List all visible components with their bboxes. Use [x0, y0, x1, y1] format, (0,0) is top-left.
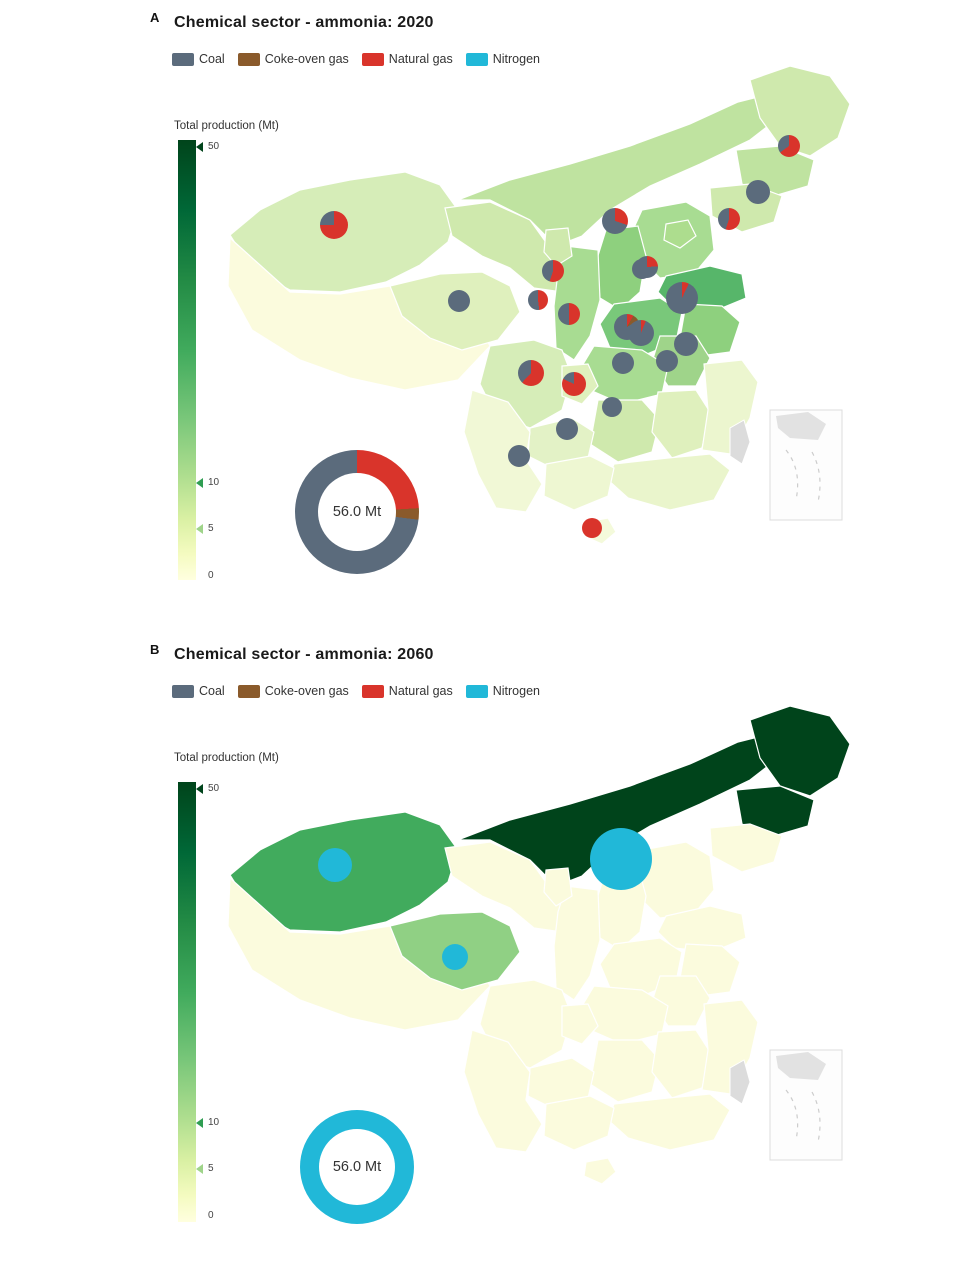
province-guangxi[interactable]: [544, 456, 614, 510]
panel-letter-b: B: [150, 642, 160, 657]
legend-swatch-natural-gas-icon-b: [362, 685, 384, 698]
pie-marker-hunan[interactable]: [602, 397, 622, 417]
province-guangxi-2060[interactable]: [544, 1096, 614, 1150]
pie-marker-xinjiang-2060[interactable]: [318, 848, 352, 882]
donut-hole-2020: [318, 473, 396, 551]
pie-marker-chongqing[interactable]: [562, 372, 586, 396]
legend-label-coke-oven-gas: Coke-oven gas: [264, 52, 349, 66]
panel-ammonia-2020: [0, 0, 962, 625]
panel-title-a: Chemical sector - ammonia: 2020: [174, 14, 434, 31]
legend-label-natural-gas: Natural gas: [388, 52, 453, 66]
pie-marker-anhui[interactable]: [656, 350, 678, 372]
pie-marker-shaanxi[interactable]: [558, 303, 580, 325]
province-jiangxi[interactable]: [652, 390, 710, 458]
panel-ammonia-2060: [0, 632, 962, 1263]
province-guangdong[interactable]: [608, 454, 730, 510]
province-heilongjiang-2060[interactable]: [750, 706, 850, 796]
pie-marker-xinjiang[interactable]: [320, 211, 348, 239]
colorbar-tick-10-a: 10: [208, 477, 220, 488]
pie-marker-qinghai[interactable]: [448, 290, 470, 312]
province-guangdong-2060[interactable]: [608, 1094, 730, 1150]
legend-item-natural-gas-b[interactable]: [362, 684, 453, 698]
pie-marker-guizhou[interactable]: [556, 418, 578, 440]
pie-marker-hebei[interactable]: [636, 256, 658, 278]
legend-label-natural-gas-b: Natural gas: [388, 684, 453, 698]
colorbar-tick-0-b: 0: [208, 1210, 214, 1221]
colorbar-tick-50-a: 50: [208, 141, 220, 152]
legend-item-coal-b[interactable]: [172, 684, 225, 698]
panel-title-b: Chemical sector - ammonia: 2060: [174, 646, 434, 663]
province-hunan[interactable]: [590, 400, 660, 462]
panel-letter-a: A: [150, 10, 160, 25]
legend-item-coke-oven-gas-b[interactable]: [238, 684, 349, 698]
colorbar-title-b: Total production (Mt): [174, 752, 279, 764]
pie-marker-inner-mongolia[interactable]: [602, 208, 628, 234]
province-taiwan[interactable]: [730, 420, 750, 464]
pie-marker-inner-mongolia-2060[interactable]: [590, 828, 652, 890]
province-taiwan-2060[interactable]: [730, 1060, 750, 1104]
legend-b: [172, 684, 546, 698]
donut-label-2020: 56.0 Mt: [332, 504, 382, 520]
pie-marker-sichuan[interactable]: [518, 360, 544, 386]
colorbar-tick-5-b: 5: [208, 1163, 214, 1174]
legend-label-nitrogen: Nitrogen: [492, 52, 540, 66]
legend-swatch-coal-icon-b: [172, 685, 194, 698]
pie-marker-qinghai-2060[interactable]: [442, 944, 468, 970]
pie-marker-jiangsu[interactable]: [674, 332, 698, 356]
pie-marker-heilongjiang[interactable]: [778, 135, 800, 157]
pie-marker-ningxia[interactable]: [528, 290, 548, 310]
pie-marker-gansu[interactable]: [542, 260, 564, 282]
province-jiangxi-2060[interactable]: [652, 1030, 710, 1098]
legend-swatch-coke-oven-gas-icon-b: [238, 685, 260, 698]
province-heilongjiang[interactable]: [750, 66, 850, 156]
legend-item-nitrogen-b[interactable]: [466, 684, 540, 698]
colorbar-tick-10-b: 10: [208, 1117, 220, 1128]
pie-marker-hainan[interactable]: [582, 518, 602, 538]
province-hunan-2060[interactable]: [590, 1040, 660, 1102]
legend-label-coal: Coal: [199, 52, 225, 66]
donut-total-2020[interactable]: [295, 450, 419, 574]
colorbar-tick-5-a: 5: [208, 523, 214, 534]
legend-label-nitrogen-b: Nitrogen: [492, 684, 540, 698]
legend-label-coal-b: Coal: [199, 684, 225, 698]
province-hainan-2060[interactable]: [584, 1158, 616, 1184]
pie-marker-shandong[interactable]: [666, 282, 698, 314]
colorbar-tick-0-a: 0: [208, 570, 214, 581]
pie-marker-hubei[interactable]: [612, 352, 634, 374]
pie-marker-henan[interactable]: [628, 320, 654, 346]
donut-label-2060: 56.0 Mt: [332, 1159, 382, 1175]
donut-hole-2060: [319, 1129, 395, 1205]
legend-swatch-nitrogen-icon-b: [466, 685, 488, 698]
pie-marker-jilin[interactable]: [746, 180, 770, 204]
pie-marker-yunnan[interactable]: [508, 445, 530, 467]
pie-marker-liaoning[interactable]: [718, 208, 740, 230]
colorbar-title-a: Total production (Mt): [174, 120, 279, 132]
legend-label-coke-oven-gas-b: Coke-oven gas: [264, 684, 349, 698]
colorbar-tick-50-b: 50: [208, 783, 220, 794]
donut-total-2060[interactable]: [300, 1110, 414, 1224]
